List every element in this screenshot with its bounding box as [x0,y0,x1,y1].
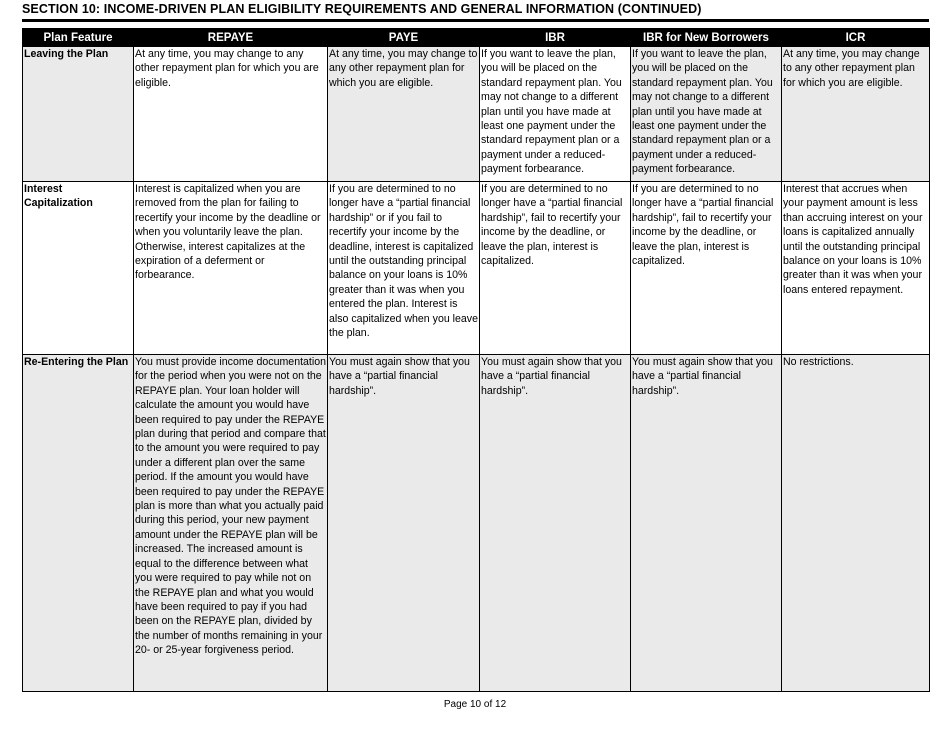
title-rule [22,19,929,22]
cell-ibr: If you want to leave the plan, you will be placed on the standard repayment plan. You may not change to a different plan until you have made at least one payment under the standard repayment plan or a payment under a reduced-payment forbearance. [480,47,631,182]
row-feature-label: Leaving the Plan [23,47,134,182]
header-row [23,29,930,47]
cell-ibr: If you are determined to no longer have a “partial financial hardship”, fail to recertify your income by the deadline, or leave the plan, interest is capitalized. [480,182,631,355]
table-row-re-entering-plan [23,355,930,692]
cell-icr: Interest that accrues when your payment amount is less than accruing interest on your loans is capitalized annually until the outstanding principal balance on your loans is 10% greater than it was when your loans entered repayment. [782,182,930,355]
cell-repaye: You must provide income documentation for the period when you were not on the REPAYE plan. Your loan holder will calculate the amount you would have been required to pay under the REPAYE plan during that period and compare that to the amount you were required to pay under a different plan over the same period. If the amount you would have been required to pay under the REPAYE plan is more than what you actually paid during this period, your new payment amount under the REPAYE plan will be increased. The increased amount is equal to the difference between what you were required to pay while not on the REPAYE plan and what you would have been required to pay if you had been on the REPAYE plan, divided by the number of months remaining in your 20- or 25-year forgiveness period. [134,355,328,692]
cell-repaye: Interest is capitalized when you are removed from the plan for failing to recertify your income by the deadline or when you voluntarily leave the plan. Otherwise, interest capitalizes at the expiration of a deferment or forbearance. [134,182,328,355]
cell-paye: If you are determined to no longer have a “partial financial hardship” or if you fail to recertify your income by the deadline, interest is capitalized until the outstanding principal balance on your loans is 10% greater than it was when you entered the plan. Interest is also capitalized when you leave the plan. [328,182,480,355]
header-icr: ICR [782,29,930,47]
cell-repaye: At any time, you may change to any other repayment plan for which you are eligible. [134,47,328,182]
header-repaye: REPAYE [134,29,328,47]
section-title: SECTION 10: INCOME-DRIVEN PLAN ELIGIBILITY REQUIREMENTS AND GENERAL INFORMATION (CONTINUED) [22,2,702,16]
cell-paye: You must again show that you have a “partial financial hardship”. [328,355,480,692]
header-plan-feature: Plan Feature [23,29,134,47]
header-ibr: IBR [480,29,631,47]
table-row-leaving-plan [23,47,930,182]
cell-paye: At any time, you may change to any other repayment plan for which you are eligible. [328,47,480,182]
row-feature-label: Re-Entering the Plan [23,355,134,692]
cell-icr: No restrictions. [782,355,930,692]
header-ibr-new-borrowers: IBR for New Borrowers [631,29,782,47]
page-number: Page 10 of 12 [443,699,507,710]
row-feature-label: Interest Capitalization [23,182,134,355]
header-paye: PAYE [328,29,480,47]
cell-ibr-new-borrowers: If you want to leave the plan, you will be placed on the standard repayment plan. You may not change to a different plan until you have made at least one payment under the standard repayment plan or a payment under a reduced-payment forbearance. [631,47,782,182]
plan-comparison-table [22,28,930,692]
table-row-interest-capitalization [23,182,930,355]
cell-ibr: You must again show that you have a “partial financial hardship”. [480,355,631,692]
cell-ibr-new-borrowers: You must again show that you have a “partial financial hardship”. [631,355,782,692]
cell-icr: At any time, you may change to any other repayment plan for which you are eligible. [782,47,930,182]
cell-ibr-new-borrowers: If you are determined to no longer have a “partial financial hardship”, fail to recertify your income by the deadline, or leave the plan, interest is capitalized. [631,182,782,355]
